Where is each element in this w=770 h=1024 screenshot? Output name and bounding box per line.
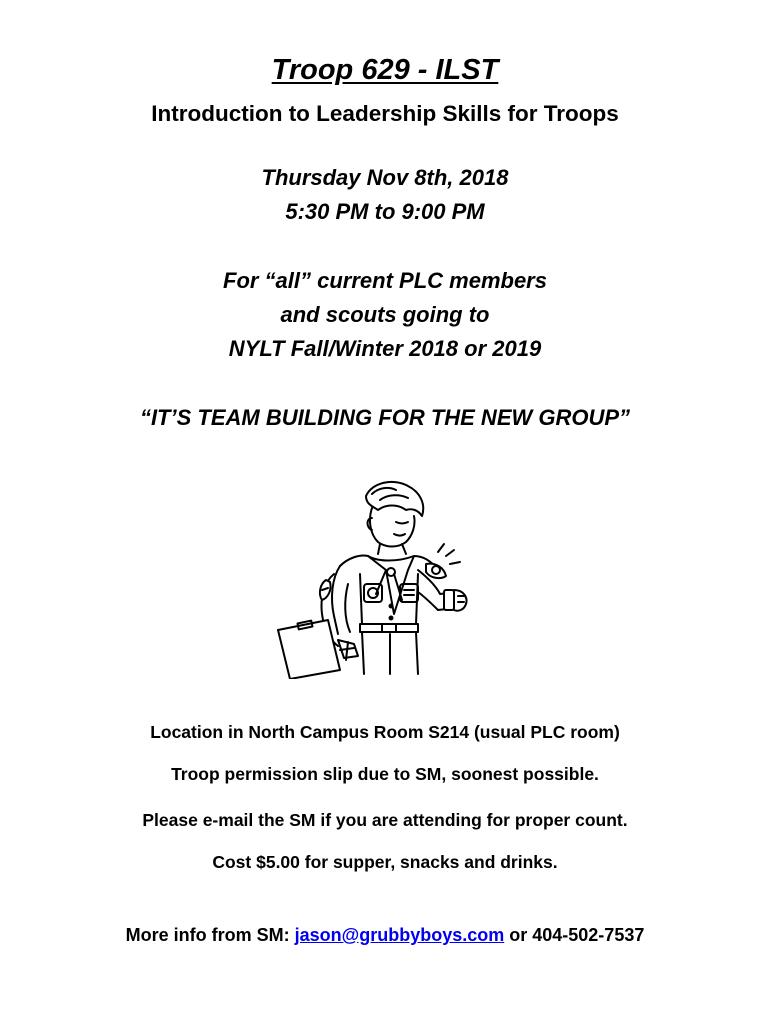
contact-prefix: More info from SM:	[125, 925, 295, 945]
contact-phone: 404-502-7537	[532, 925, 645, 945]
cost-text: Cost $5.00 for supper, snacks and drinks.	[212, 852, 558, 872]
audience-line-2: and scouts going to	[280, 302, 490, 327]
contact-email-link[interactable]: jason@grubbyboys.com	[294, 925, 505, 945]
page-subtitle: Introduction to Leadership Skills for Troops	[151, 101, 619, 126]
audience-line-3: NYLT Fall/Winter 2018 or 2019	[228, 336, 542, 361]
location-text: Location in North Campus Room S214 (usual PLC room)	[150, 722, 620, 742]
permission-slip-text: Troop permission slip due to SM, soonest possible.	[171, 764, 599, 784]
audience-line-1: For “all” current PLC members	[223, 268, 547, 293]
event-time: 5:30 PM to 9:00 PM	[285, 199, 485, 224]
contact-line	[0, 925, 770, 946]
page-title: Troop 629 - ILST	[271, 54, 499, 86]
scout-checking-watch-illustration	[268, 474, 468, 679]
event-date: Thursday Nov 8th, 2018	[261, 165, 509, 190]
slogan: “IT’S TEAM BUILDING FOR THE NEW GROUP”	[139, 405, 631, 430]
rsvp-text: Please e-mail the SM if you are attending for proper count.	[142, 810, 628, 830]
contact-separator: or	[504, 925, 533, 945]
